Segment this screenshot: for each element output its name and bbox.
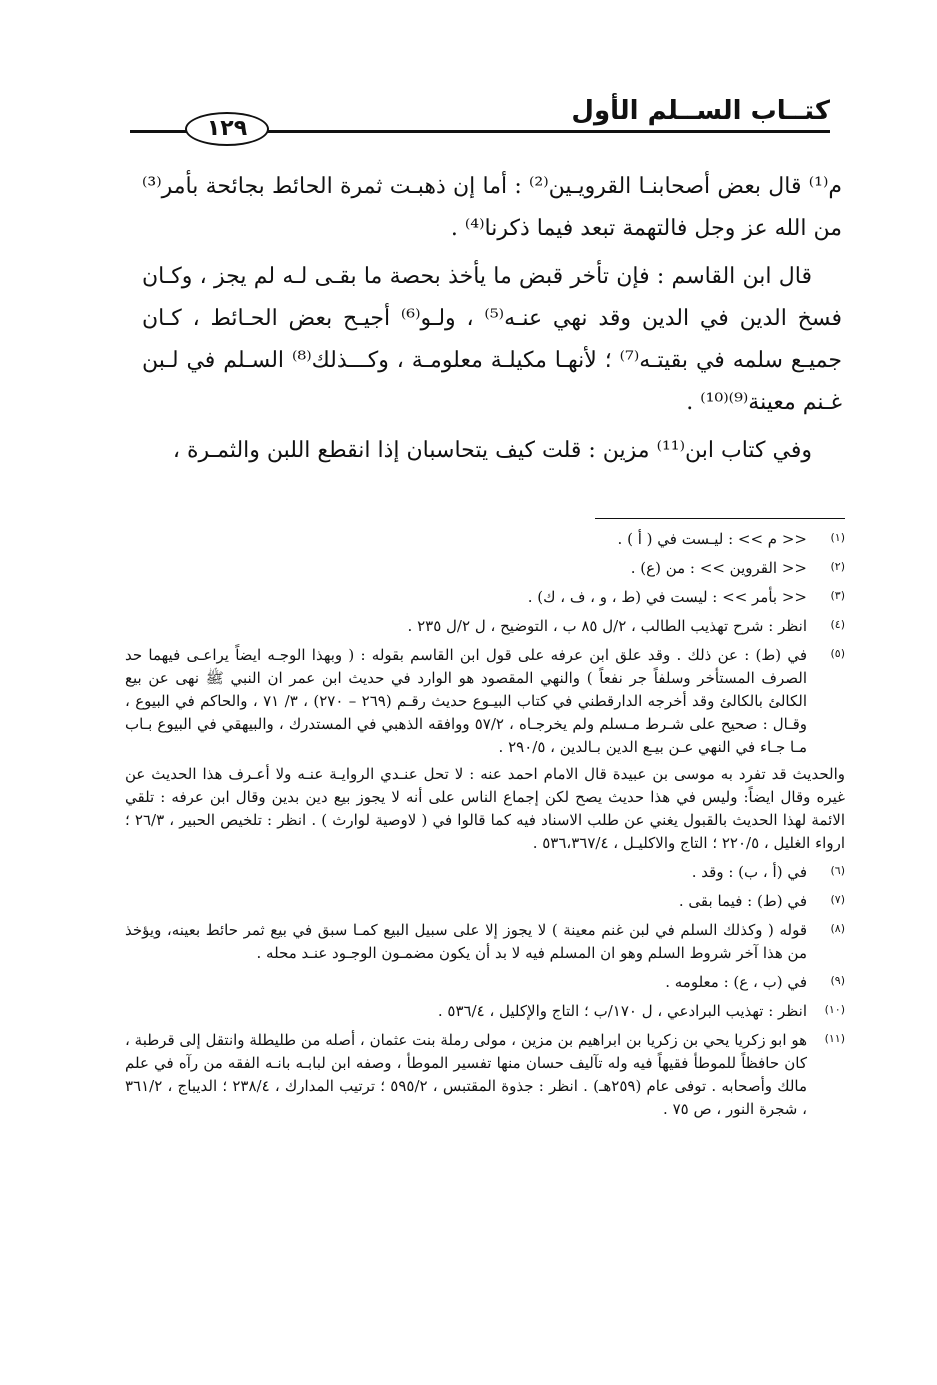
footnote-number: (٢): [830, 560, 845, 573]
footnote-text: في (أ ، ب) : وقد .: [691, 863, 807, 881]
footnote: [125, 919, 845, 965]
footnote-text: في (ط) : عن ذلك . وقد علق ابن عرفه على قول ابن القاسم بقوله : ( وبهذا الوجـه ايضاً يراعـى فيهما حد الصرف المستأخر وسلفاً جر نفعاً ) والنهي المقصود هو الوارد في حديث ابن عمر ان النبي ﷺ نهى عن بيع الكالئ بالكالئ وقد أخرجه الدارقطني في كتاب البيـوع حديث رقـم (٢٦٩ – ٢٧٠) ، ٣/ ٧١ ، والحاكم في البيوع ، وقـال : صحيح على شـرط مـسلم ولم يخرجـاه ، ٥٧/٢ ووافقه الذهبي في المستدرك ، والبيهقي في البيوع بـاب مـا جـاء في النهي عـن بيـع الدين بـالدين ، ٢٩٠/٥ .: [125, 646, 808, 756]
footnote-text: في (ب ، ع) : معلومه .: [665, 973, 807, 991]
footnote-separator: [595, 518, 845, 519]
paragraph: وفي كتاب ابن⁽¹¹⁾ مزين : قلت كيف يتحاسبان إذا انقطع اللبن والثمـرة ،: [172, 438, 812, 463]
footnote: [125, 890, 845, 913]
footnotes: [125, 528, 845, 1127]
footnote: [125, 615, 845, 638]
book-title: كتــاب الســلم الأول: [571, 96, 830, 126]
footnote: [125, 586, 845, 609]
footnote: [125, 557, 845, 580]
footnote-number: (١): [830, 531, 845, 544]
footnote-continuation: والحديث قد تفرد به موسى بن عبيدة قال الامام احمد عنه : لا تحل عنـدي الروايـة عنـه ولا أعـرف هذا الحديث عن غيره وقال ايضاً: وليس في هذا حديث يصح لكن إجماع الناس على أنه لا يجوز بيع دين بدين وقال ابن عرفه : تلقي الائمة لهذا الحديث بالقبول يغني عن طلب الاسناد فيه كما قالوا في ( لاوصية لوارث ) . انظر : تلخيص الحبير ، ٢٦/٣ ؛ ارواء الغليل ، ٢٢٠/٥ ؛ التاج والاكليـل ، ٥٣٦،٣٦٧/٤ .: [125, 765, 845, 852]
footnote-text: قوله ( وكذلك السلم في لبن غنم معينة ) لا يجوز إلا على سبيل البيع كمـا سبق في بيع ثمر حائط بعينه، ويؤخذ من هذا آخر شروط السلم وهو ان المسلم فيه لا بد أن يكون مضمـون الوجـود عنـد محله .: [125, 921, 807, 962]
footnote-text: انظر : شرح تهذيب الطالب ، ٢/ل ٨٥ ب ، التوضيح ، ل ٢/ل ٢٣٥ .: [407, 617, 807, 635]
footnote-text: << م >> : ليـست في ( أ ) .: [617, 530, 807, 548]
footnote-number: (٤): [830, 618, 845, 631]
footnote-number: (١١): [824, 1032, 845, 1045]
footnote-number: (١٠): [824, 1003, 845, 1016]
page-number: ١٢٩: [185, 112, 269, 146]
footnote: [125, 971, 845, 994]
footnote-number: (٩): [830, 974, 845, 987]
footnote-number: (٨): [830, 922, 845, 935]
footnote: [125, 1029, 845, 1121]
footnote: [125, 644, 845, 759]
footnote: [125, 528, 845, 551]
footnote-text: انظر : تهذيب البرادعي ، ل ١٧٠/ب ؛ التاج والإكليل ، ٥٣٦/٤ .: [437, 1002, 807, 1020]
footnote-text: في (ط) : فيما بقى .: [678, 892, 807, 910]
footnote-text: هو ابو زكريا يحي بن زكريا بن ابراهيم بن مزين ، مولى رملة بنت عثمان ، أصله من طليطلة وانتقل إلى قرطبة ، كان حافظاً للموطأ فقيهاً فيه وله تآليف حسان منها تفسير الموطأ ، وصفه ابن لبابـه بانـه الفقه من رآه في علم مالك وأصحابه . توفى عام (٢٥٩هـ) . انظر : جذوة المقتبس ، ٥٩٥/٢ ؛ ترتيب المدارك ، ٢٣٨/٤ ؛ الديباج ، ٣٦١/٢ ، شجرة النور ، ص ٧٥ .: [125, 1031, 808, 1118]
page-header: [130, 96, 830, 144]
footnote-number: (٦): [830, 864, 845, 877]
paragraph: قال ابن القاسم : فإن تأخر قبض ما يأخذ بحصة ما بقـى لـه لم يجز ، وكـان فسخ الدين في الدين وقد نهي عنـه⁽⁵⁾ ، ولـو⁽⁶⁾ أجيـح بعض الحـائط ، كـان جميـع سلمه في بقيتـه⁽⁷⁾ ؛ لأنهـا مكيلـة معلومـة ، وكـــذلك⁽⁸⁾ السـلم في لـبن غـنم معينة⁽⁹⁾⁽¹⁰⁾ .: [142, 264, 843, 415]
main-text: [142, 166, 842, 472]
footnote-text: << بأمر >> : ليست في (ط ، و ، ف ، ك) .: [527, 588, 807, 606]
footnote-text: << القروين >> : من (ع) .: [630, 559, 807, 577]
footnote: [125, 861, 845, 884]
footnote-number: (٧): [830, 893, 845, 906]
footnote-number: (٣): [830, 589, 845, 602]
paragraph: م⁽¹⁾ قال بعض أصحابنـا القرويـين⁽²⁾ : أما إن ذهبـت ثمرة الحائط بجائحة بأمر⁽³⁾ من الله عز وجل فالتهمة تبعد فيما ذكرنا⁽⁴⁾ .: [142, 174, 842, 241]
footnote-number: (٥): [830, 647, 845, 660]
footnote: [125, 1000, 845, 1023]
